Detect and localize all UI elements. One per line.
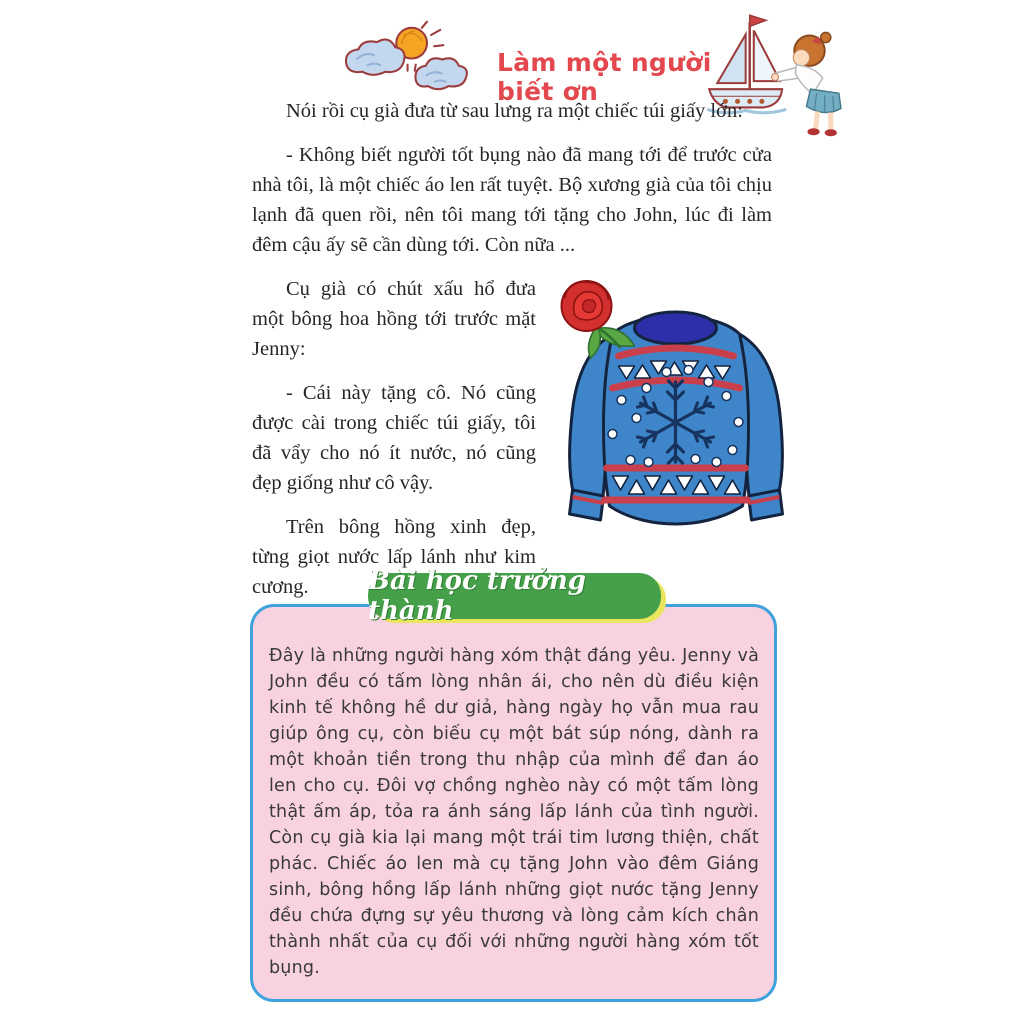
story-paragraph: Trên bông hồng xinh đẹp, từng giọt nước lấp lánh như kim cương. xyxy=(252,516,536,598)
story-paragraph: Nói rồi cụ già đưa từ sau lưng ra một chiếc túi giấy lớn: xyxy=(286,100,743,122)
rose-icon xyxy=(562,281,635,358)
story-paragraph: - Cái này tặng cô. Nó cũng được cài trong chiếc túi giấy, tôi đã vẩy cho nó ít nước, nó cũng đẹp giống như cô vậy. xyxy=(252,382,536,494)
sun-clouds-icon xyxy=(336,20,474,98)
lesson-text: Đây là những người hàng xóm thật đáng yêu. Jenny và John đều có tấm lòng nhân ái, cho nên dù điều kiện kinh tế không hề dư giả, hàng ngày họ vẫn mua rau giúp ông cụ, còn biếu cụ một bát súp nóng, dành ra một khoản tiền trong thu nhập của mình để đan áo len cho cụ. Đôi vợ chồng nghèo này có một tấm lòng thật ấm áp, tỏa ra ánh sáng lấp lánh của tình người. Còn cụ già kia lại mang một trái tim lương thiện, chất phác. Chiếc áo len mà cụ tặng John vào đêm Giáng sinh, bông hồng lấp lánh những giọt nước tặng Jenny đều chứa đựng sự yêu thương và lòng cảm kích chân thành nhất của cụ đối với những người hàng xóm tốt bụng. xyxy=(269,646,759,978)
story-text xyxy=(252,96,772,616)
story-paragraph: - Không biết người tốt bụng nào đã mang tới để trước cửa nhà tôi, là một chiếc áo len rất tuyệt. Bộ xương già của tôi chịu lạnh đã quen rồi, nên tôi mang tới tặng cho John, lúc đi làm đêm cậu ấy sẽ cần dùng tới. Còn nữa ... xyxy=(252,144,772,256)
lesson-box xyxy=(250,604,777,1002)
story-paragraph: Cụ già có chút xấu hổ đưa một bông hoa hồng tới trước mặt Jenny: xyxy=(252,278,536,360)
sweater-rose-illustration xyxy=(548,270,804,542)
lesson-banner-label: Bài học trưởng thành xyxy=(368,566,586,626)
page-title: Làm một người biết ơn xyxy=(497,48,712,106)
lesson-banner xyxy=(368,566,661,626)
